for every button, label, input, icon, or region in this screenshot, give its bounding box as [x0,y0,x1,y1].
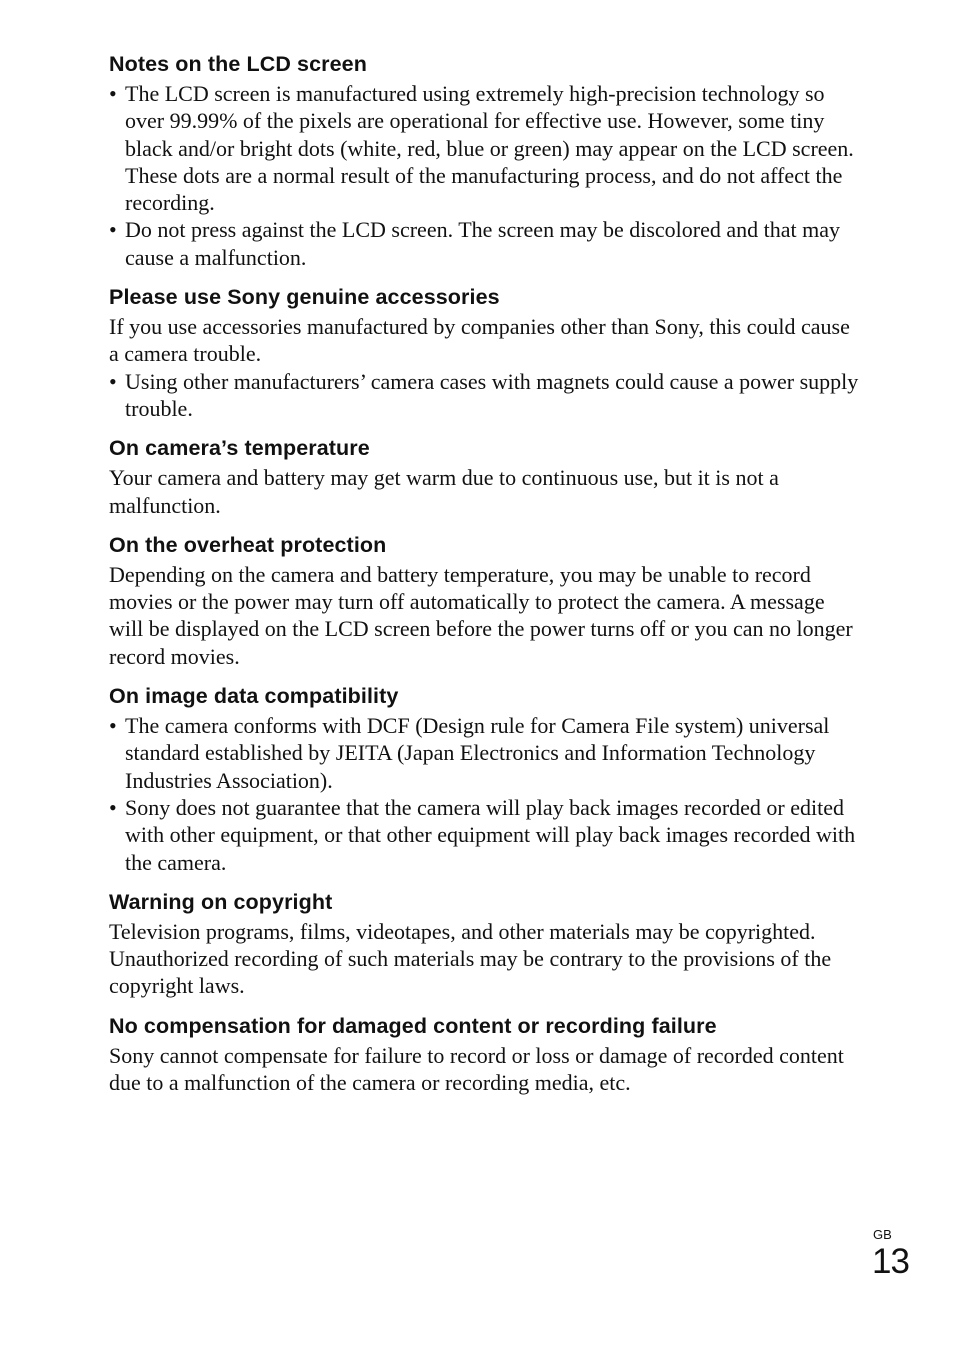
page-language-label: GB [873,1227,892,1242]
section-overheat-protection [109,531,861,670]
list-item [109,216,861,271]
section-paragraph: Television programs, films, videotapes, and other materials may be copyrighted. Unauthorized recording of such materials may be contrary to the provisions of the copyright laws. [109,918,832,999]
section-heading: Please use Sony genuine accessories [109,285,500,310]
section-paragraph: Sony cannot compensate for failure to record or loss or damage of recorded content due to a malfunction of the camera or recording media, etc. [109,1042,844,1096]
section-heading: On camera’s temperature [109,436,370,461]
section-paragraph: Depending on the camera and battery temperature, you may be unable to record movies or the power may turn off automatically to protect the camera. A message will be displayed on the LCD screen before the power turns off or you can no longer record movies. [109,561,853,669]
list-item [109,712,861,794]
section-heading: On image data compatibility [109,684,399,709]
bullet-mark: • [109,713,117,739]
section-heading: No compensation for damaged content or recording failure [109,1013,717,1038]
section-image-data-compatibility [109,682,861,876]
list-item-text: The LCD screen is manufactured using extremely high-precision technology so over 99.99% of the pixels are operational for effective use. However, some tiny black and/or bright dots (white, red, blue or green) may appear on the LCD screen. These dots are a normal result of the manufacturing process, and do not affect the recording. [125,81,854,216]
section-camera-temperature [109,434,861,519]
bullet-list [109,368,861,423]
list-item [109,794,861,876]
section-lcd-screen [109,50,861,271]
bullet-list [109,712,861,876]
list-item-text: Sony does not guarantee that the camera will play back images recorded or edited with other equipment, or that other equipment will play back images recorded with the camera. [125,794,856,875]
section-heading: Warning on copyright [109,889,333,914]
bullet-mark: • [109,368,117,394]
list-item-text: Do not press against the LCD screen. The screen may be discolored and that may cause a malfunction. [125,217,840,270]
section-paragraph: If you use accessories manufactured by companies other than Sony, this could cause a camera trouble. [109,314,850,367]
section-no-compensation [109,1012,861,1097]
section-heading: On the overheat protection [109,532,387,557]
section-copyright-warning [109,888,861,1000]
list-item-text: The camera conforms with DCF (Design rule for Camera File system) universal standard established by JEITA (Japan Electronics and Information Technology Industries Association). [125,713,830,793]
page-content [109,50,861,1096]
list-item-text: Using other manufacturers’ camera cases with magnets could cause a power supply trouble. [125,368,859,421]
bullet-mark: • [109,81,117,106]
page-number: 13 [872,1242,909,1281]
section-genuine-accessories [109,283,861,422]
bullet-mark: • [109,794,117,820]
bullet-mark: • [109,217,117,243]
list-item [109,80,861,216]
bullet-list [109,80,861,271]
section-paragraph: Your camera and battery may get warm due to continuous use, but it is not a malfunction. [109,465,779,518]
section-heading: Notes on the LCD screen [109,52,367,76]
list-item [109,368,861,423]
